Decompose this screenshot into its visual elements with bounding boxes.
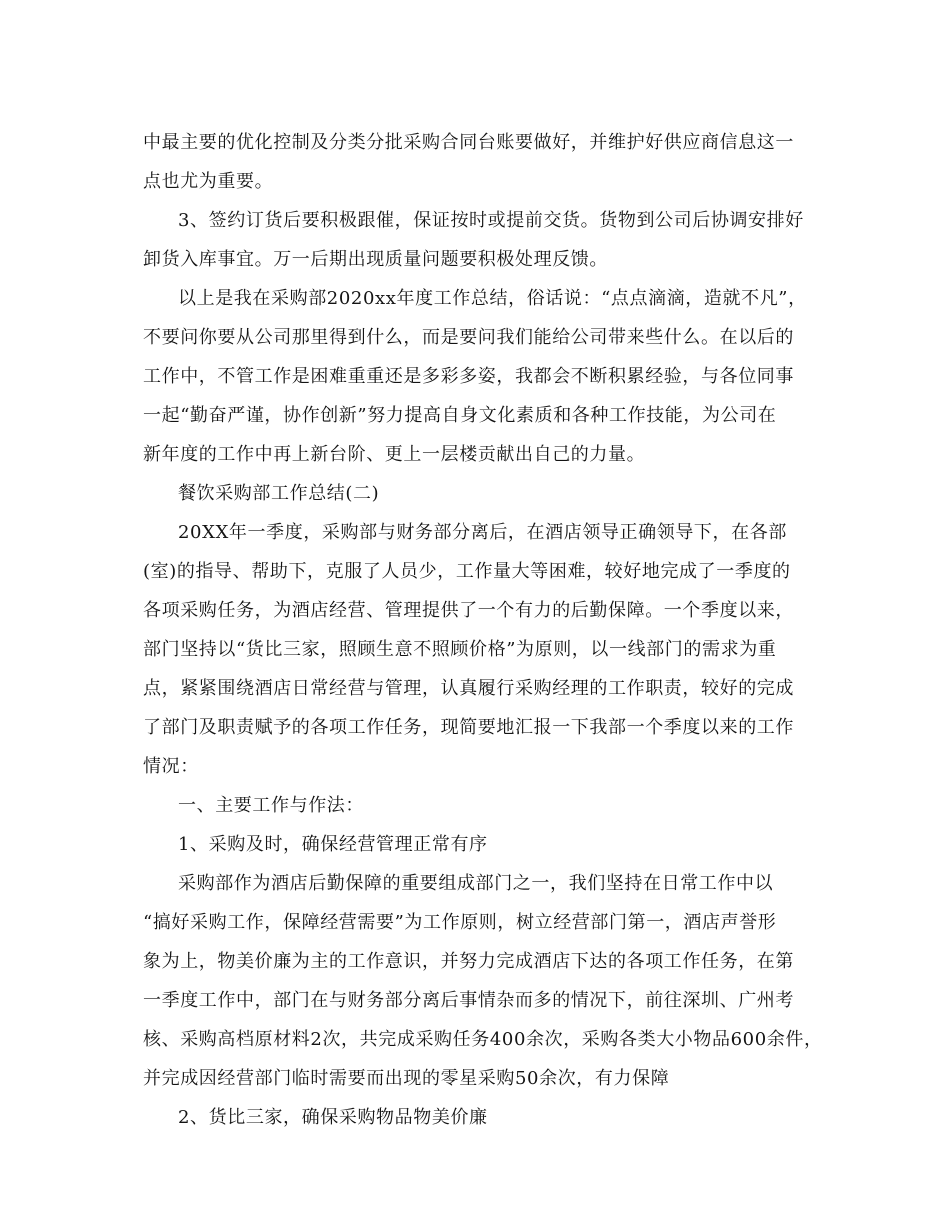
text-line: 以上是我在采购部2020xx年度工作总结，俗话说：“点点滴滴，造就不凡”，	[178, 288, 807, 309]
text-line: 象为上，物美价廉为主的工作意识，并努力完成酒店下达的各项工作任务，在第	[143, 951, 794, 972]
text-line: 一起“勤奋严谨，协作创新”努力提高自身文化素质和各种工作技能，为公司在	[143, 405, 777, 426]
text-line: 点，紧紧围绕酒店日常经营与管理，认真履行采购经理的工作职责，较好的完成	[143, 678, 794, 699]
text-line: (室)的指导、帮助下，克服了人员少，工作量大等困难，较好地完成了一季度的	[143, 561, 791, 582]
section-heading: 1、采购及时，确保经营管理正常有序	[178, 834, 488, 855]
text-line: 核、采购高档原材料2次，共完成采购任务400余次，采购各类大小物品600余件，	[143, 1029, 823, 1050]
section-heading: 2、货比三家，确保采购物品物美价廉	[178, 1107, 488, 1128]
section-heading: 一、主要工作与作法：	[178, 795, 364, 816]
text-line: 各项采购任务，为酒店经营、管理提供了一个有力的后勤保障。一个季度以来，	[143, 600, 794, 621]
text-line: 一季度工作中，部门在与财务部分离后事情杂而多的情况下，前往深圳、广州考	[143, 990, 794, 1011]
text-line: 部门坚持以“货比三家，照顾生意不照顾价格”为原则，以一线部门的需求为重	[143, 639, 777, 660]
text-line: “搞好采购工作，保障经营需要”为工作原则，树立经营部门第一，酒店声誉形	[143, 912, 777, 933]
text-line: 点也尤为重要。	[143, 171, 274, 192]
text-line: 20XX年一季度，采购部与财务部分离后，在酒店领导正确领导下，在各部	[178, 522, 787, 543]
text-line: 中最主要的优化控制及分类分批采购合同台账要做好，并维护好供应商信息这一	[143, 132, 794, 153]
text-line: 不要问你要从公司那里得到什么，而是要问我们能给公司带来些什么。在以后的	[143, 327, 794, 348]
text-line: 采购部作为酒店后勤保障的重要组成部门之一，我们坚持在日常工作中以	[178, 873, 774, 894]
text-line: 并完成因经营部门临时需要而出现的零星采购50余次，有力保障	[143, 1068, 670, 1089]
text-line: 了部门及职责赋予的各项工作任务，现简要地汇报一下我部一个季度以来的工作	[143, 717, 794, 738]
text-line: 新年度的工作中再上新台阶、更上一层楼贡献出自己的力量。	[143, 444, 646, 465]
text-line: 工作中，不管工作是困难重重还是多彩多姿，我都会不断积累经验，与各位同事	[143, 366, 794, 387]
text-line: 卸货入库事宜。万一后期出现质量问题要积极处理反馈。	[143, 249, 608, 270]
text-line: 3、签约订货后要积极跟催，保证按时或提前交货。货物到公司后协调安排好	[178, 210, 804, 231]
section-heading: 餐饮采购部工作总结(二)	[178, 483, 380, 504]
text-line: 情况：	[143, 756, 199, 777]
